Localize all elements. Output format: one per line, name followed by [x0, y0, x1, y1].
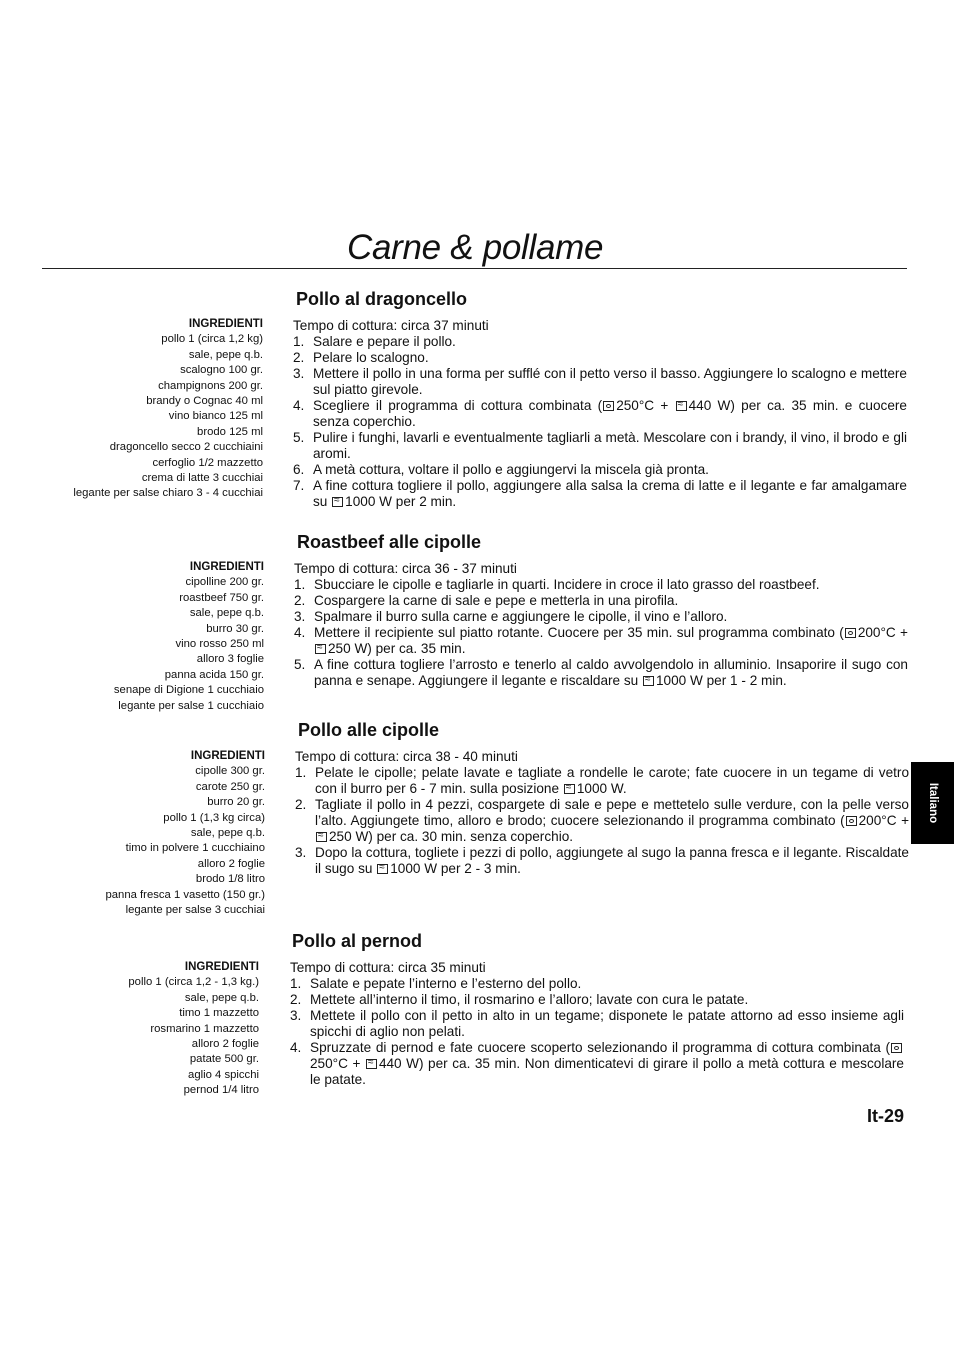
- ingredient-item: brodo 1/8 litro: [195, 873, 265, 886]
- ingredient-item: pollo 1 (circa 1,2 - 1,3 kg.): [128, 976, 259, 989]
- step-text: 250°C +: [616, 398, 675, 413]
- ingredient-item: legante per salse chiaro 3 - 4 cucchiai: [73, 487, 263, 500]
- ingredient-item: timo 1 mazzetto: [179, 1007, 259, 1020]
- step-text: Scegliere il programma di cottura combinata (: [313, 398, 603, 413]
- steps-list: [293, 334, 907, 510]
- step-item: [293, 430, 907, 462]
- steps-list: [290, 976, 904, 1088]
- ingredients-list: [40, 317, 263, 502]
- ingredient-item: pollo 1 (1,3 kg circa): [163, 811, 265, 824]
- step-text: Mettete il pollo con il petto in alto in un tegame; disponete le patate attorno ad esso insieme agli spicchi di aglio non pelati.: [310, 1008, 904, 1039]
- language-tab: [911, 762, 954, 844]
- ingredients-list: [40, 960, 259, 1099]
- ingredient-item: sale, pepe q.b.: [190, 827, 265, 840]
- cooking-time: Tempo di cottura: circa 38 - 40 minuti: [295, 749, 518, 764]
- ingredient-item: pernod 1/4 litro: [183, 1084, 259, 1097]
- step-text: Cospargere la carne di sale e pepe e metterla in una pirofila.: [314, 593, 679, 608]
- step-number: 6.: [293, 462, 305, 477]
- step-number: 2.: [294, 593, 306, 608]
- ingredients-heading: INGREDIENTI: [188, 318, 263, 330]
- ingredient-item: sale, pepe q.b.: [188, 348, 263, 361]
- step-text: Salare e pepare il pollo.: [313, 334, 456, 349]
- step-text: Pelate le cipolle; pelate lavate e tagliate a rondelle le carote; fate cuocere in un tegame di vetro con il burro per 6 - 7 min. sulla posizione: [315, 765, 909, 796]
- ingredients-list: [40, 560, 264, 714]
- microwave-icon: [315, 644, 326, 654]
- step-item: [294, 625, 908, 657]
- step-number: 2.: [290, 992, 302, 1007]
- step-text: Mettere il recipiente sul piatto rotante. Cuocere per 35 min. sul programma combinato (: [314, 625, 844, 640]
- step-text: Sbucciare le cipolle e tagliarle in quarti. Incidere in croce il lato grasso del roastbeef.: [314, 577, 820, 592]
- ingredient-item: patate 500 gr.: [189, 1053, 259, 1066]
- step-number: 5.: [293, 430, 305, 445]
- step-item: [293, 366, 907, 398]
- ingredient-item: panna fresca 1 vasetto (150 gr.): [105, 888, 265, 901]
- recipe-title: Pollo al pernod: [292, 931, 423, 951]
- step-text: 250 W) per ca. 35 min.: [328, 641, 466, 656]
- step-number: 1.: [290, 976, 302, 991]
- ingredient-item: brandy o Cognac 40 ml: [146, 395, 263, 408]
- step-text: 1000 W per 2 - 3 min.: [390, 861, 521, 876]
- ingredient-item: panna acida 150 gr.: [164, 668, 264, 681]
- ingredient-item: alloro 3 foglie: [196, 653, 264, 666]
- step-text: 200°C +: [857, 625, 908, 640]
- step-number: 5.: [294, 657, 306, 672]
- ingredient-item: carote 250 gr.: [195, 780, 265, 793]
- ingredient-item: crema di latte 3 cucchiai: [141, 472, 263, 485]
- ingredient-item: rosmarino 1 mazzetto: [150, 1022, 259, 1035]
- step-item: [295, 765, 909, 797]
- ingredient-item: pollo 1 (circa 1,2 kg): [161, 333, 263, 346]
- step-number: 4.: [294, 625, 306, 640]
- step-text: Dopo la cottura, togliete i pezzi di pollo, aggiungete al sugo la panna fresca e il legante. Riscaldate il sugo su: [315, 845, 909, 876]
- step-text: 440 W) per ca. 35 min. e cuocere senza coperchio.: [313, 398, 907, 429]
- step-text: 1000 W.: [576, 781, 627, 796]
- step-number: 1.: [294, 577, 306, 592]
- step-number: 4.: [290, 1040, 302, 1055]
- step-item: [294, 657, 908, 689]
- ingredient-item: dragoncello secco 2 cucchiaini: [109, 441, 263, 454]
- step-text: 200°C +: [858, 813, 910, 828]
- ingredient-item: roastbeef 750 gr.: [179, 591, 264, 604]
- ingredient-item: cipolline 200 gr.: [185, 576, 264, 589]
- microwave-icon: [564, 784, 575, 794]
- microwave-icon: [377, 864, 388, 874]
- microwave-icon: [643, 676, 654, 686]
- step-text: A fine cottura togliere l’arrosto e tenerlo al caldo avvolgendolo in alluminio. Insaporire il sugo con panna e senape. Aggiungere il legante e riscaldare su: [314, 657, 908, 688]
- step-number: 4.: [293, 398, 305, 413]
- step-item: [294, 593, 908, 609]
- step-text: Spalmare il burro sulla carne e aggiungere le cipolle, il vino e l’alloro.: [314, 609, 728, 624]
- step-item: [290, 992, 904, 1008]
- recipe-title: Pollo alle cipolle: [298, 720, 440, 740]
- ingredient-item: brodo 125 ml: [197, 425, 263, 438]
- cooking-time: Tempo di cottura: circa 35 minuti: [290, 960, 486, 975]
- ingredients-heading: INGREDIENTI: [184, 961, 259, 973]
- recipe-title: Pollo al dragoncello: [296, 289, 468, 309]
- ingredient-item: aglio 4 spicchi: [188, 1068, 259, 1081]
- recipe-instructions: [293, 318, 907, 510]
- step-number: 1.: [295, 765, 307, 780]
- step-item: [290, 1008, 904, 1040]
- microwave-icon: [332, 497, 343, 507]
- ingredient-item: vino bianco 125 ml: [168, 410, 263, 423]
- step-text: 1000 W per 2 min.: [345, 494, 457, 509]
- ingredient-item: burro 30 gr.: [206, 622, 264, 635]
- step-number: 3.: [293, 366, 305, 381]
- step-number: 1.: [293, 334, 305, 349]
- microwave-icon: [316, 832, 327, 842]
- ingredient-item: vino rosso 250 ml: [175, 638, 264, 651]
- title-divider: [42, 268, 907, 269]
- ingredient-item: legante per salse 3 cucchiai: [125, 904, 265, 917]
- step-number: 3.: [290, 1008, 302, 1023]
- step-text: 1000 W per 1 - 2 min.: [656, 673, 787, 688]
- grill-icon: [845, 628, 856, 638]
- step-text: Tagliate il pollo in 4 pezzi, cospargete di sale e pepe e mettetelo sulle verdure, con la pelle verso l’alto. Aggiungete timo, alloro e brodo; cuocere selezionando il programma combinato (: [315, 797, 909, 828]
- step-text: Mettete all’interno il timo, il rosmarino e l’alloro; lavate con cura le patate.: [310, 992, 749, 1007]
- grill-icon: [603, 401, 614, 411]
- page-number: It-29: [867, 1106, 905, 1126]
- ingredient-item: timo in polvere 1 cucchiaino: [125, 842, 265, 855]
- step-number: 2.: [293, 350, 305, 365]
- ingredient-item: alloro 2 foglie: [197, 857, 265, 870]
- microwave-icon: [676, 401, 687, 411]
- step-item: [290, 976, 904, 992]
- ingredient-item: champignons 200 gr.: [158, 379, 263, 392]
- step-number: 3.: [294, 609, 306, 624]
- step-text: Spruzzate di pernod e fate cuocere scoperto selezionando il programma di cottura combinata (: [310, 1040, 890, 1055]
- step-text: 250°C +: [310, 1056, 365, 1071]
- cooking-time: Tempo di cottura: circa 36 - 37 minuti: [294, 561, 517, 576]
- ingredients-heading: INGREDIENTI: [190, 750, 265, 762]
- step-text: Pulire i funghi, lavarli e eventualmente tagliarli a metà. Mescolare con i brandy, il vino, il brodo e gli aromi.: [313, 430, 907, 461]
- step-text: 440 W) per ca. 35 min. Non dimenticatevi di girare il pollo a metà cottura e mescolare le patate.: [310, 1056, 904, 1087]
- step-text: Mettere il pollo in una forma per sufflé con il petto verso il basso. Aggiungere lo scalogno e mettere sul piatto girevole.: [313, 366, 907, 397]
- recipe-instructions: [290, 960, 904, 1088]
- step-item: [294, 609, 908, 625]
- ingredient-item: cipolle 300 gr.: [195, 765, 265, 778]
- grill-icon: [891, 1043, 902, 1053]
- step-item: [294, 577, 908, 593]
- ingredients-heading: INGREDIENTI: [189, 561, 264, 573]
- step-number: 3.: [295, 845, 307, 860]
- step-text: Salate e pepate l’interno e l’esterno del pollo.: [310, 976, 582, 991]
- steps-list: [295, 765, 909, 877]
- ingredient-item: burro 20 gr.: [207, 796, 265, 809]
- recipe-instructions: [295, 749, 909, 877]
- step-item: [290, 1040, 904, 1088]
- ingredient-item: senape di Digione 1 cucchiaio: [113, 684, 264, 697]
- ingredient-item: sale, pepe q.b.: [189, 607, 264, 620]
- ingredient-item: legante per salse 1 cucchiaio: [118, 699, 264, 712]
- step-text: A metà cottura, voltare il pollo e aggiungervi la miscela già pronta.: [313, 462, 709, 477]
- step-item: [293, 350, 907, 366]
- steps-list: [294, 577, 908, 689]
- step-item: [293, 398, 907, 430]
- recipe-title: Roastbeef alle cipolle: [297, 532, 482, 552]
- language-tab-label: Italiano: [926, 782, 939, 824]
- cooking-time: Tempo di cottura: circa 37 minuti: [293, 318, 489, 333]
- step-text: A fine cottura togliere il pollo, aggiungere alla salsa la crema di latte e il legante e far amalgamare su: [313, 478, 907, 509]
- microwave-icon: [366, 1059, 377, 1069]
- grill-icon: [846, 816, 857, 826]
- step-item: [293, 478, 907, 510]
- step-number: 2.: [295, 797, 307, 812]
- step-item: [293, 462, 907, 478]
- step-item: [293, 334, 907, 350]
- step-item: [295, 797, 909, 845]
- ingredient-item: cerfoglio 1/2 mazzetto: [152, 456, 263, 469]
- ingredient-item: scalogno 100 gr.: [180, 364, 263, 377]
- ingredient-item: sale, pepe q.b.: [184, 991, 259, 1004]
- step-number: 7.: [293, 478, 305, 493]
- step-item: [295, 845, 909, 877]
- ingredient-item: alloro 2 foglie: [191, 1038, 259, 1051]
- page-title: Carne & pollame: [347, 228, 604, 267]
- step-text: 250 W) per ca. 30 min. senza coperchio.: [329, 829, 574, 844]
- step-text: Pelare lo scalogno.: [313, 350, 429, 365]
- recipe-instructions: [294, 561, 908, 689]
- ingredients-list: [40, 749, 265, 918]
